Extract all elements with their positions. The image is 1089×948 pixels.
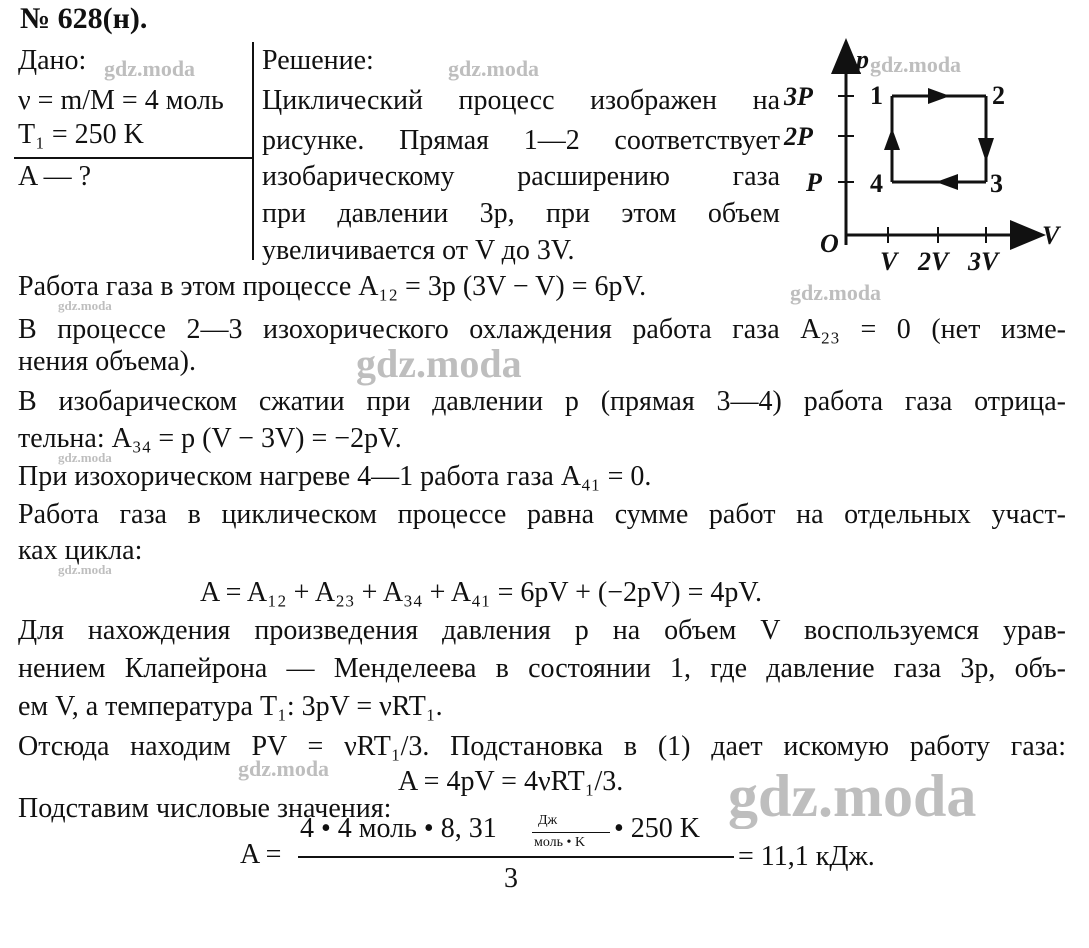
watermark: gdz.moda (238, 756, 330, 781)
given-line-2: T₁ = 250 K (18, 119, 144, 150)
p-tick-2p: 2P (784, 122, 813, 151)
arrow-2-3 (978, 138, 994, 162)
p-tick-3p: 3P (784, 82, 813, 111)
body-line-8: ках цикла: (18, 535, 143, 566)
body2-line-1: Для нахождения произведения давления p на объем V воспользуемся урав- (18, 615, 1066, 646)
final-unit-numerator: Дж (538, 813, 558, 828)
problem-number: № 628(н). (20, 2, 148, 35)
point-4: 4 (870, 169, 883, 198)
watermark: gdz.moda (790, 280, 882, 305)
point-3: 3 (990, 169, 1003, 198)
final-unit-denominator: моль • K (534, 835, 586, 850)
arrow-3-4 (936, 174, 958, 190)
given-line-1: ν = m/M = 4 моль (18, 85, 224, 116)
origin-label: O (820, 229, 839, 258)
watermark: gdz.moda (104, 56, 196, 81)
final-numerator-right: • 250 K (614, 813, 701, 844)
v-tick-3v: 3V (968, 247, 999, 276)
solution-line-4: при давлении 3p, при этом объем (262, 198, 780, 229)
final-unit-bar (532, 832, 610, 833)
solution-line-3: изобарическому расширению газа (262, 161, 780, 192)
watermark: gdz.moda (58, 450, 112, 465)
v-tick-2v: 2V (918, 247, 949, 276)
body-line-3: нения объема). (18, 346, 196, 377)
arrow-1-2 (928, 88, 950, 104)
given-divider (14, 157, 254, 159)
watermark: gdz.moda (448, 56, 540, 81)
body-line-1: Работа газа в этом процессе A₁₂ = 3p (3V − V) = 6pV. (18, 271, 647, 302)
arrow-4-1 (884, 128, 900, 150)
body-line-2: В процессе 2—3 изохорического охлаждения работа газа A₂₃ = 0 (нет изме- (18, 314, 1066, 345)
solution-label: Решение: (262, 45, 374, 76)
solution-line-1: Циклический процесс изображен на (262, 85, 780, 116)
body-line-5: тельна: A₃₄ = p (V − 3V) = −2pV. (18, 423, 402, 454)
final-denominator: 3 (504, 863, 518, 894)
solution-line-2: рисунке. Прямая 1—2 соответствует (262, 125, 780, 156)
point-2: 2 (992, 81, 1005, 110)
watermark: gdz.moda (728, 763, 977, 829)
watermark: gdz.moda (870, 52, 962, 77)
solution-line-5: увеличивается от V до 3V. (262, 235, 575, 266)
given-label: Дано: (18, 45, 87, 76)
p-axis-label: p (856, 45, 869, 74)
given-find: A — ? (18, 161, 92, 192)
final-result: = 11,1 кДж. (738, 841, 875, 872)
body-line-4: В изобарическом сжатии при давлении p (прямая 3—4) работа газа отрица- (18, 386, 1066, 417)
given-separator (252, 42, 254, 260)
watermark: gdz.moda (356, 341, 522, 386)
watermark: gdz.moda (58, 298, 112, 313)
watermark: gdz.moda (58, 562, 112, 577)
final-fraction-bar (298, 856, 734, 858)
final-lhs: A = (240, 839, 282, 870)
final-numerator-left: 4 • 4 моль • 8, 31 (300, 813, 497, 844)
substitution-label: Подставим числовые значения: (18, 793, 392, 824)
body-line-7: Работа газа в циклическом процессе равна сумме работ на отдельных участ- (18, 499, 1066, 530)
p-tick-p: P (806, 168, 822, 197)
body2-line-3: ем V, а температура T₁: 3pV = νRT₁. (18, 691, 443, 722)
body2-line-4: Отсюда находим PV = νRT₁/3. Подстановка в (1) дает искомую работу газа: (18, 731, 1066, 762)
equation-sum: A = A₁₂ + A₂₃ + A₃₄ + A₄₁ = 6pV + (−2pV) = 4pV. (200, 577, 762, 608)
v-tick-v: V (880, 247, 898, 276)
body2-line-2: нением Клапейрона — Менделеева в состоянии 1, где давление газа 3p, объ- (18, 653, 1066, 684)
point-1: 1 (870, 81, 883, 110)
equation-work: A = 4pV = 4νRT₁/3. (398, 766, 624, 797)
body-line-6: При изохорическом нагреве 4—1 работа газа A₄₁ = 0. (18, 461, 652, 492)
v-axis-label: V (1042, 221, 1060, 250)
